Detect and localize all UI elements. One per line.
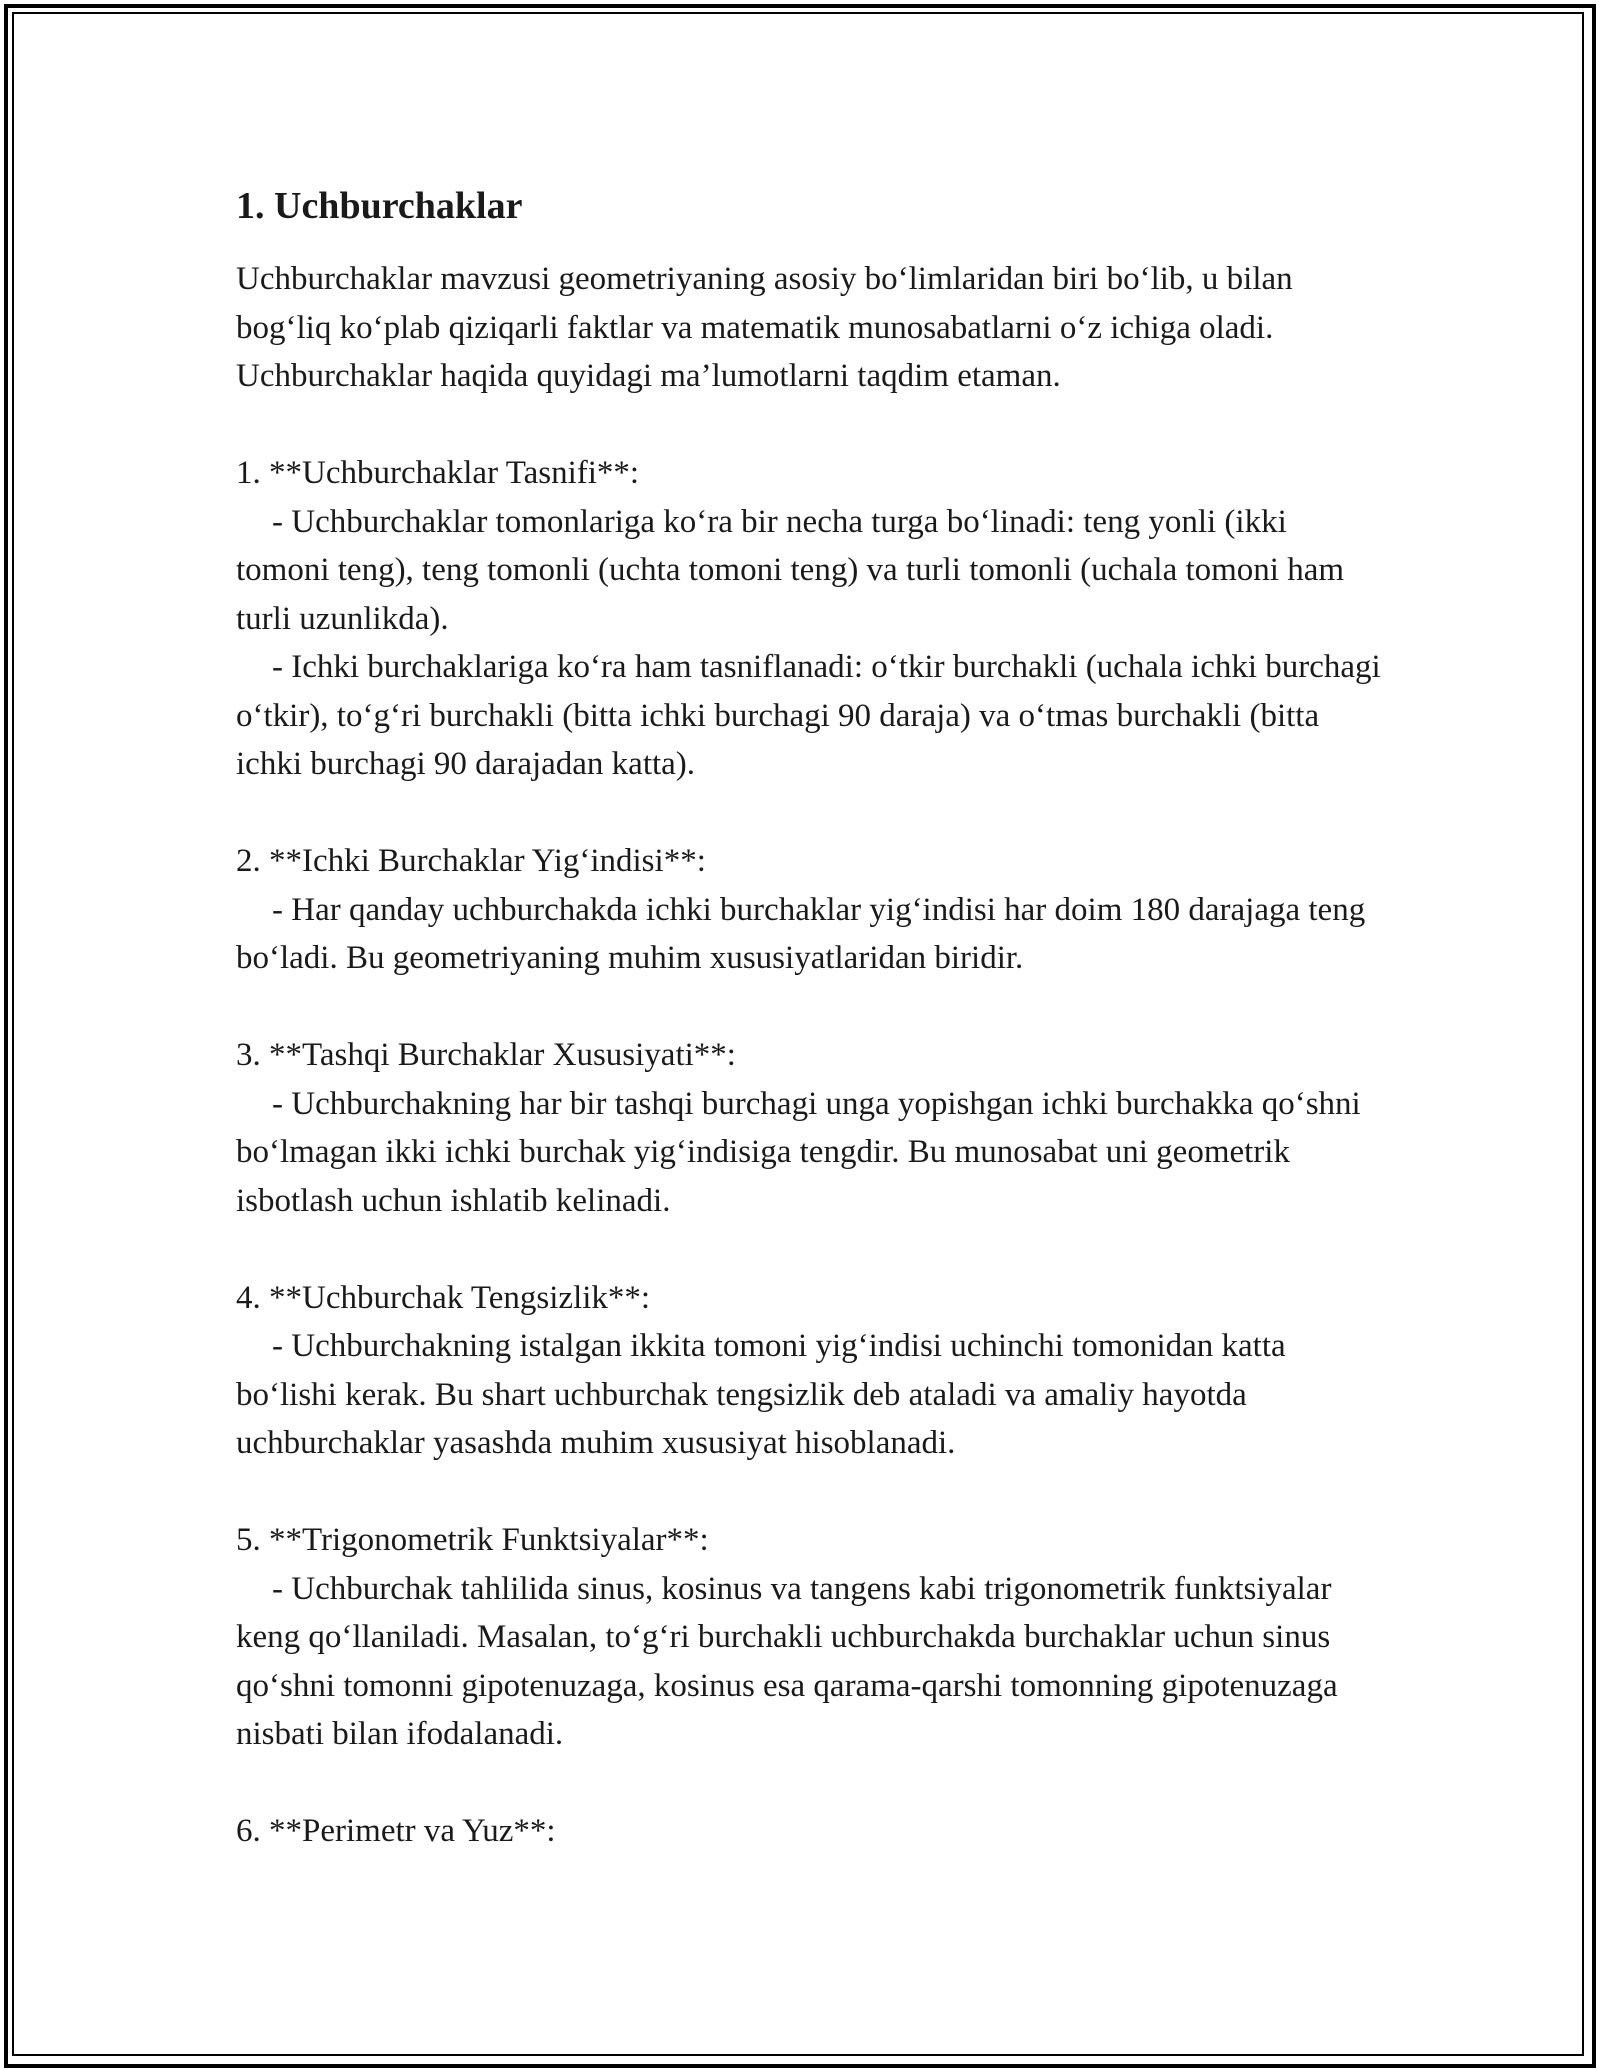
document-body xyxy=(236,182,1386,1856)
section-1 xyxy=(236,449,1386,789)
bullet-item: - Uchburchaklar tomonlariga ko‘ra bir necha turga bo‘linadi: teng yonli (ikki tomoni teng), teng tomonli (uchta tomoni teng) va turli tomonli (uchala tomoni ham turli uzunlikda). xyxy=(236,503,1345,637)
bullet-item: - Uchburchakning istalgan ikkita tomoni yig‘indisi uchinchi tomonidan katta bo‘lishi kerak. Bu shart uchburchak tengsizlik deb ataladi va amaliy hayotda uchburchaklar yasashda muhim xususiyat hisoblanadi. xyxy=(236,1328,1286,1461)
section-5 xyxy=(236,1516,1386,1759)
section-title: 1. **Uchburchaklar Tasnifi**: xyxy=(236,455,640,491)
section-3 xyxy=(236,1031,1386,1225)
bullet-item: - Uchburchakning har bir tashqi burchagi unga yopishgan ichki burchakka qo‘shni bo‘lmagan ikki ichki burchak yig‘indisiga tengdir. Bu munosabat uni geometrik isbotlash uchun ishlatib kelinadi. xyxy=(236,1085,1361,1219)
bullet-item: - Uchburchak tahlilida sinus, kosinus va tangens kabi trigonometrik funktsiyalar keng qo‘llaniladi. Masalan, to‘g‘ri burchakli uchburchakda burchaklar uchun sinus qo‘shni tomonni gipotenuzaga, kosinus esa qarama-qarshi tomonning gipotenuzaga nisbati bilan ifodalanadi. xyxy=(236,1570,1338,1752)
section-2 xyxy=(236,837,1386,983)
section-title: 2. **Ichki Burchaklar Yig‘indisi**: xyxy=(236,843,706,879)
section-title: 4. **Uchburchak Tengsizlik**: xyxy=(236,1279,651,1316)
section-title: 5. **Trigonometrik Funktsiyalar**: xyxy=(236,1522,709,1558)
section-4 xyxy=(236,1274,1386,1468)
bullet-item: - Har qanday uchburchakda ichki burchaklar yig‘indisi har doim 180 darajaga teng bo‘ladi. Bu geometriyaning muhim xususiyatlaridan biridir. xyxy=(236,891,1366,976)
bullet-item: - Ichki burchaklariga ko‘ra ham tasniflanadi: o‘tkir burchakli (uchala ichki burchagi o‘tkir), to‘g‘ri burchakli (bitta ichki burchagi 90 daraja) va o‘tmas burchakli (bitta ichki burchagi 90 darajadan katta). xyxy=(236,649,1381,782)
intro-paragraph: Uchburchaklar mavzusi geometriyaning asosiy bo‘limlaridan biri bo‘lib, u bilan bog‘liq ko‘plab qiziqarli faktlar va matematik munosabatlarni o‘z ichiga oladi. Uchburchaklar haqida quyidagi ma’lumotlarni taqdim etaman. xyxy=(236,261,1293,394)
section-title: 3. **Tashqi Burchaklar Xususiyati**: xyxy=(236,1037,736,1073)
section-title: 6. **Perimetr va Yuz**: xyxy=(236,1813,556,1849)
section-6 xyxy=(236,1807,1386,1856)
section-heading: 1. Uchburchaklar xyxy=(236,185,523,227)
